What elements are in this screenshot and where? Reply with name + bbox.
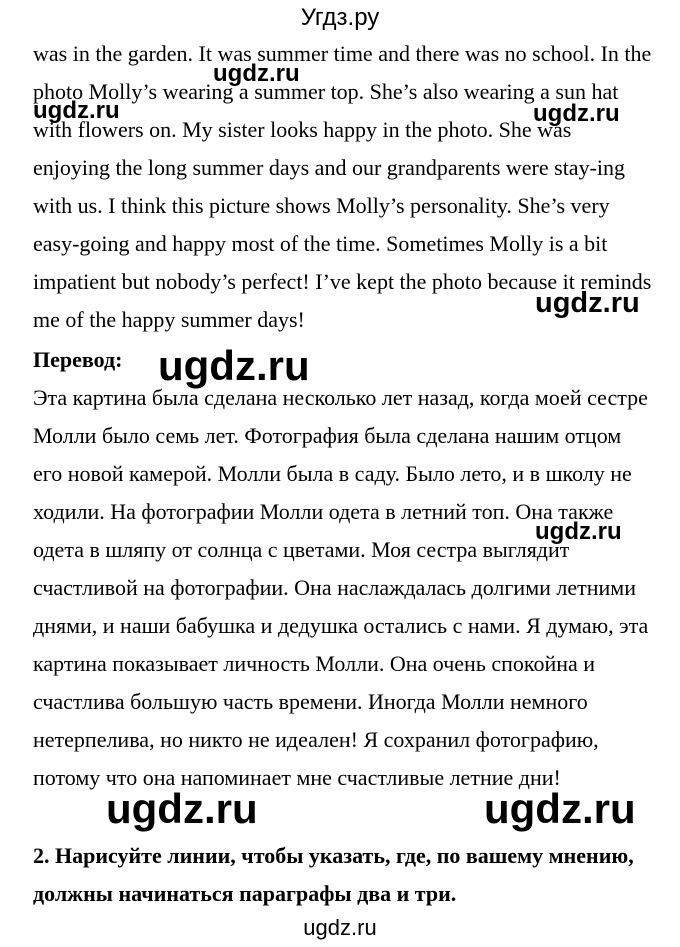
watermark: ugdz.ru [106,785,258,832]
english-text-line: with us. I think this picture shows Molly’s personality. She’s very [33,193,610,218]
footer-site-url: ugdz.ru [303,915,377,940]
watermark: ugdz.ru [535,287,640,319]
translation-line: его новой камерой. Молли была в саду. Было лето, и в школу не [33,461,632,486]
translation-line: одета в шляпу от солнца с цветами. Моя сестра выглядит [33,537,570,562]
english-text-line: with flowers on. My sister looks happy in the photo. She was [33,117,572,142]
english-text-line: me of the happy summer days! [33,307,305,332]
translation-line: Молли было семь лет. Фотография была сделана нашим отцом [33,423,622,448]
watermark: ugdz.ru [535,518,622,545]
watermark: ugdz.ru [33,97,120,124]
watermark: ugdz.ru [158,342,310,389]
translation-line: счастлива большую часть времени. Иногда Молли немного [33,689,588,714]
watermark: ugdz.ru [213,60,300,87]
english-text-line: impatient but nobody’s perfect! I’ve kept the photo because it reminds [33,269,652,294]
english-text-line: easy-going and happy most of the time. Sometimes Molly is a bit [33,231,608,256]
english-text-line: was in the garden. It was summer time and there was no school. In the [33,41,652,66]
task-line: должны начинаться параграфы два и три. [33,881,457,906]
watermark: ugdz.ru [533,100,620,127]
translation-line: потому что она напоминает мне счастливые летние дни! [33,765,561,790]
translation-line: счастливой на фотографии. Она наслаждалась долгими летними [33,575,637,600]
english-text-line: enjoying the long summer days and our grandparents were stay-ing [33,155,626,180]
site-title: Угдз.ру [300,4,380,31]
translation-line: ходили. На фотографии Молли одета в летний топ. Она также [33,499,614,524]
english-text-line: photo Molly’s wearing a summer top. She’s also wearing a sun hat [33,79,619,104]
watermark: ugdz.ru [484,785,636,832]
translation-line: нетерпелива, но никто не идеален! Я сохранил фотографию, [33,727,599,752]
translation-line: картина показывает личность Молли. Она очень спокойна и [33,651,596,676]
translation-heading: Перевод: [33,347,123,372]
task-line: 2. Нарисуйте линии, чтобы указать, где, по вашему мнению, [33,843,634,868]
translation-line: Эта картина была сделана несколько лет назад, когда моей сестре [33,385,648,410]
translation-line: днями, и наши бабушка и дедушка остались с нами. Я думаю, эта [33,613,649,638]
